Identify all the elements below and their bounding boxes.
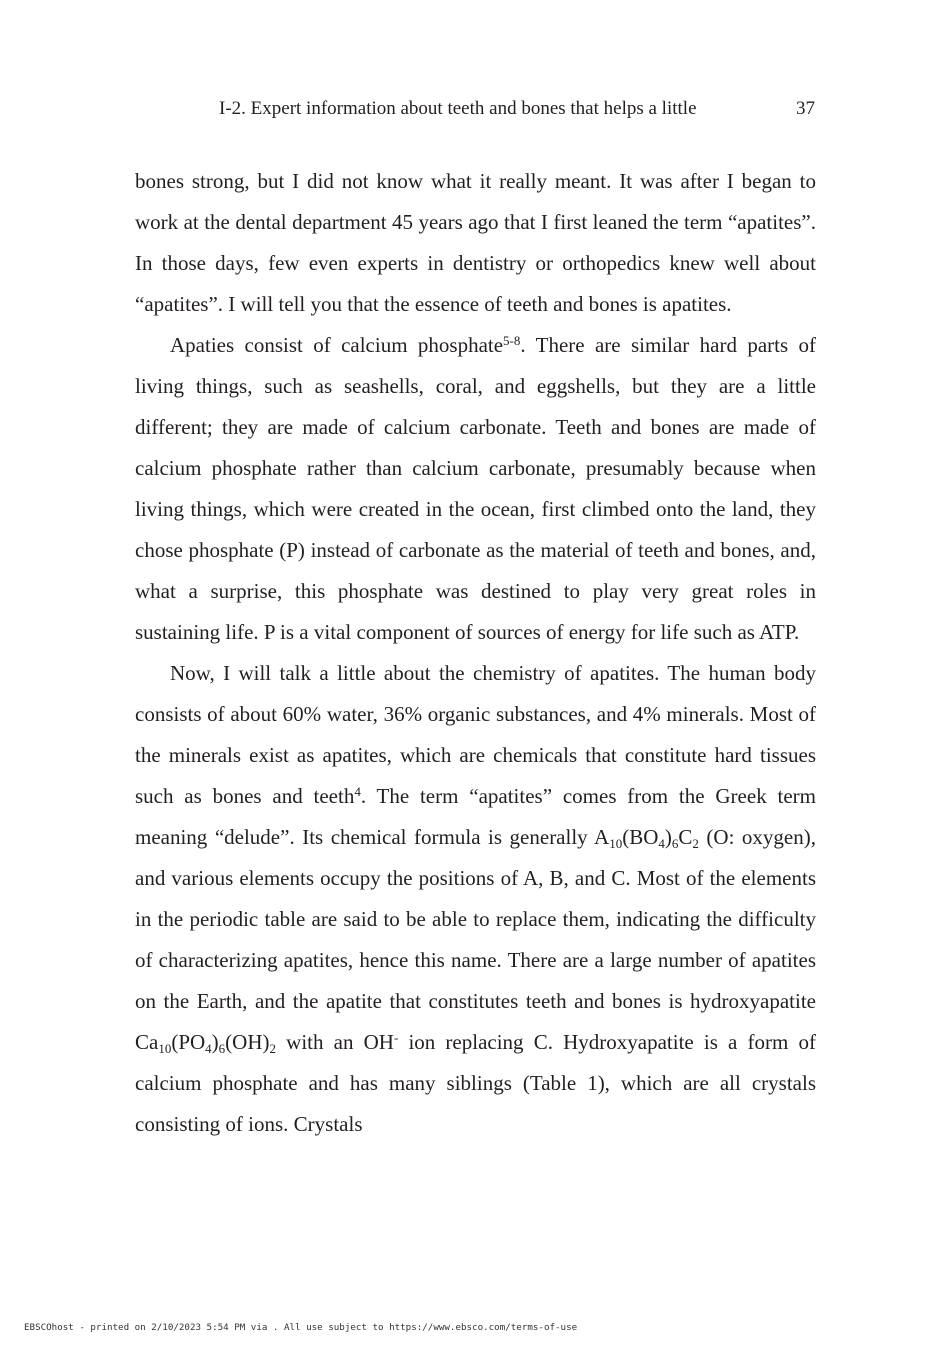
apatite-formula: $A_{10}(BO_4)_6C_2$ <box>594 825 699 851</box>
ebsco-footer: EBSCOhost - printed on 2/10/2023 5:54 PM via . All use subject to https://www.ebsco.com/terms-of-use <box>24 1322 578 1333</box>
paragraph-3-text-b: . The term “apatites” comes from the Greek term meaning “delude”. Its chemical formula is generally <box>135 784 816 849</box>
paragraph-3-text-a: Now, I will talk a little about the chemistry of apatites. The human body consists of about 60% water, 36% organic substances, and 4% minerals. Most of the minerals exist as apatites, which are chemicals that constitute hard tissues such as bones and teeth <box>135 661 816 808</box>
citation-5-8: 5-8 <box>503 333 521 348</box>
paragraph-3-text-e: ion replacing C. Hydroxyapatite is a form of calcium phosphate and has many siblings (Table 1), which are all crystals consisting of ions. Crystals <box>135 1030 816 1136</box>
running-head <box>0 96 951 122</box>
paragraph-3 <box>135 653 816 1145</box>
running-title: I-2. Expert information about teeth and bones that helps a little <box>219 98 697 119</box>
paragraph-2-text-a: Apaties consist of calcium phosphate <box>170 333 504 357</box>
paragraph-2-text-b: . There are similar hard parts of living things, such as seashells, coral, and eggshells, but they are a little different; they are made of calcium carbonate. Teeth and bones are made of calcium phosphate rather than calcium carbonate, presumably because when living things, which were created in the ocean, first climbed onto the land, they chose phosphate (P) instead of carbonate as the material of teeth and bones, and, what a surprise, this phosphate was destined to play very great roles in sustaining life. P is a vital component of sources of energy for life such as ATP. <box>135 333 816 644</box>
paragraph-3-text-d: with an OH <box>276 1030 394 1054</box>
paragraph-3-text-c: (O: oxygen), and various elements occupy the positions of A, B, and C. Most of the elements in the periodic table are said to be able to replace them, indicating the difficulty of characterizing apatites, hence this name. There are a large number of apatites on the Earth, and the apatite that constitutes teeth and bones is hydroxyapatite <box>135 825 816 1013</box>
citation-4: 4 <box>354 784 361 799</box>
hydroxyapatite-formula: $Ca_{10}(PO_4)_6(OH)_2$ <box>135 1030 276 1056</box>
paragraph-2 <box>135 325 816 653</box>
ion-charge: - <box>393 1030 399 1045</box>
page-number: 37 <box>796 98 815 119</box>
body-text <box>135 161 816 1145</box>
paragraph-1: bones strong, but I did not know what it really meant. It was after I began to work at the dental department 45 years ago that I first leaned the term “apatites”. In those days, few even experts in dentistry or orthopedics knew well about “apatites”. I will tell you that the essence of teeth and bones is apatites. <box>135 169 816 316</box>
